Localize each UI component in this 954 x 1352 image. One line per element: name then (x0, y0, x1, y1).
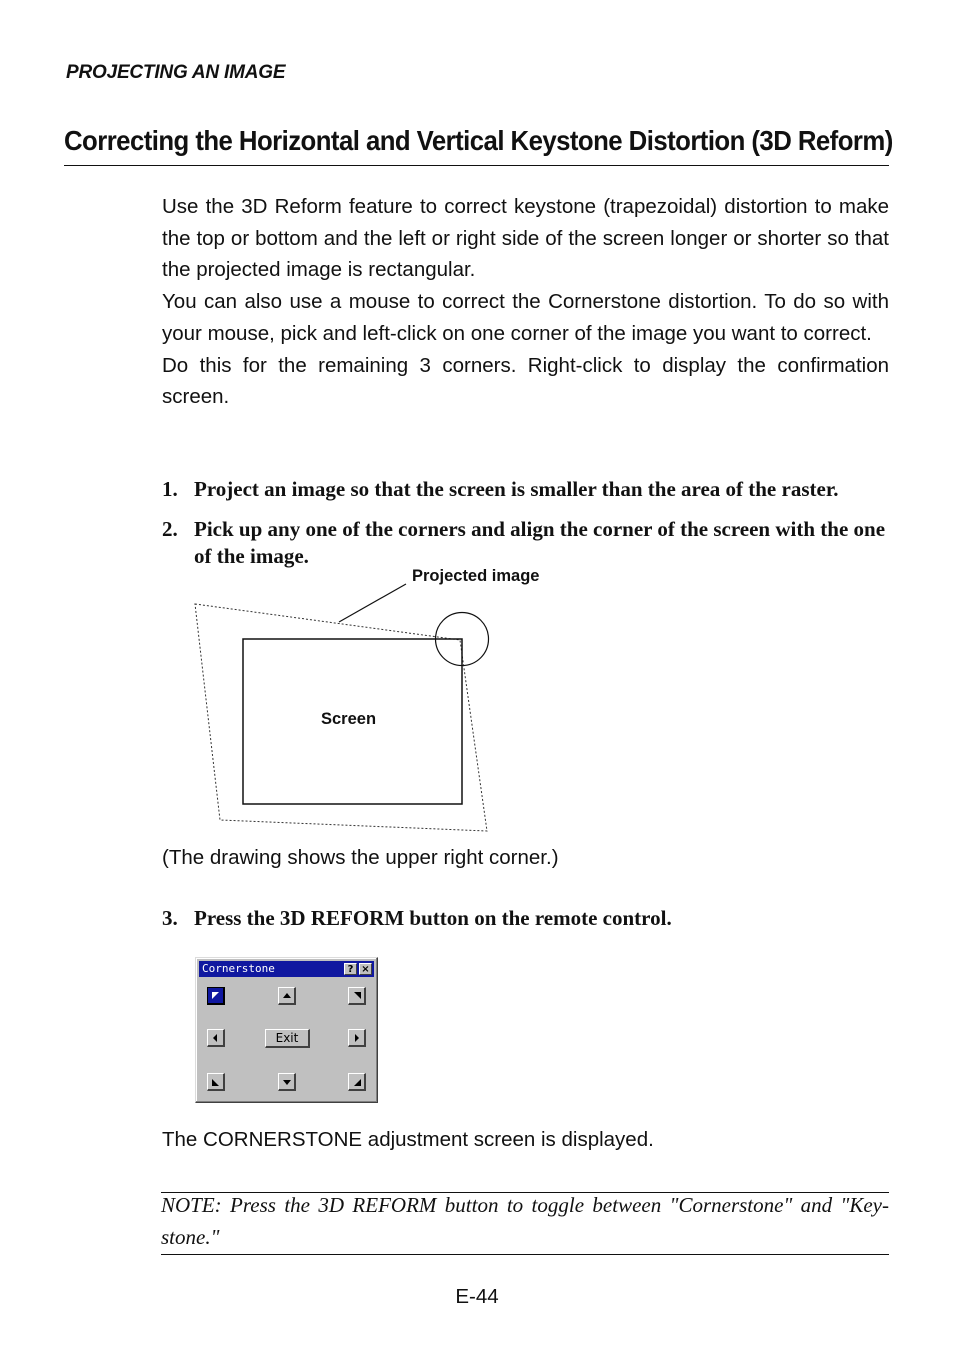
dialog-title: Cornerstone (202, 962, 275, 975)
arrow-right-icon (349, 1030, 365, 1046)
edge-top-button[interactable] (278, 987, 296, 1005)
arrow-left-icon (208, 1030, 224, 1046)
corner-bottom-right-button[interactable] (348, 1073, 366, 1091)
step-2-number: 2. (162, 517, 178, 541)
intro-paragraph-1: Use the 3D Reform feature to correct keystone (trapezoidal) distortion to make the top or bottom and the left or right side of the screen longer or shorter so that the projected image is rectangular. (162, 195, 889, 282)
edge-left-button[interactable] (207, 1029, 225, 1047)
projected-image-leader-line (339, 584, 406, 622)
corner-top-right-button[interactable] (348, 987, 366, 1005)
arrow-down-icon (279, 1074, 295, 1090)
close-button[interactable]: × (359, 963, 372, 975)
help-button[interactable]: ? (344, 963, 357, 975)
corner-top-left-button[interactable] (207, 987, 225, 1005)
step-3-number: 3. (162, 906, 178, 930)
exit-button[interactable]: Exit (265, 1029, 310, 1048)
arrow-up-left-icon (208, 988, 224, 1004)
step-1-number: 1. (162, 477, 178, 501)
note-text: NOTE: Press the 3D REFORM button to toggle between "Cornerstone" and "Key-stone." (161, 1193, 889, 1249)
dialog-title-bar (199, 961, 374, 977)
cornerstone-dialog (195, 957, 378, 1103)
intro-paragraph-2: You can also use a mouse to correct the Cornerstone distortion. To do so with your mouse, pick and left-click on one corner of the image you want to correct. (162, 290, 889, 345)
page-number: E-44 (455, 1285, 499, 1308)
screen-label: Screen (321, 710, 377, 728)
edge-bottom-button[interactable] (278, 1073, 296, 1091)
section-title: Correcting the Horizontal and Vertical Keystone Distortion (3D Reform) (64, 125, 893, 156)
running-head: PROJECTING AN IMAGE (66, 62, 286, 83)
figure-caption: (The drawing shows the upper right corner.) (162, 846, 559, 869)
arrow-down-right-icon (349, 1074, 365, 1090)
step-3-text: Press the 3D REFORM button on the remote control. (194, 906, 672, 930)
edge-right-button[interactable] (348, 1029, 366, 1047)
note-bottom-rule (161, 1254, 889, 1255)
arrow-down-left-icon (208, 1074, 224, 1090)
intro-paragraph-3: Do this for the remaining 3 corners. Right-click to display the confirmation screen. (162, 353, 889, 409)
corner-bottom-left-button[interactable] (207, 1073, 225, 1091)
arrow-up-icon (279, 988, 295, 1004)
step-1-text: Project an image so that the screen is smaller than the area of the raster. (194, 477, 839, 501)
arrow-up-right-icon (349, 988, 365, 1004)
dialog-description: The CORNERSTONE adjustment screen is displayed. (162, 1128, 654, 1151)
step-2-text: Pick up any one of the corners and align the corner of the screen with the one of the image. (194, 517, 886, 568)
step-3 (162, 905, 889, 932)
projected-image-label: Projected image (412, 567, 540, 585)
